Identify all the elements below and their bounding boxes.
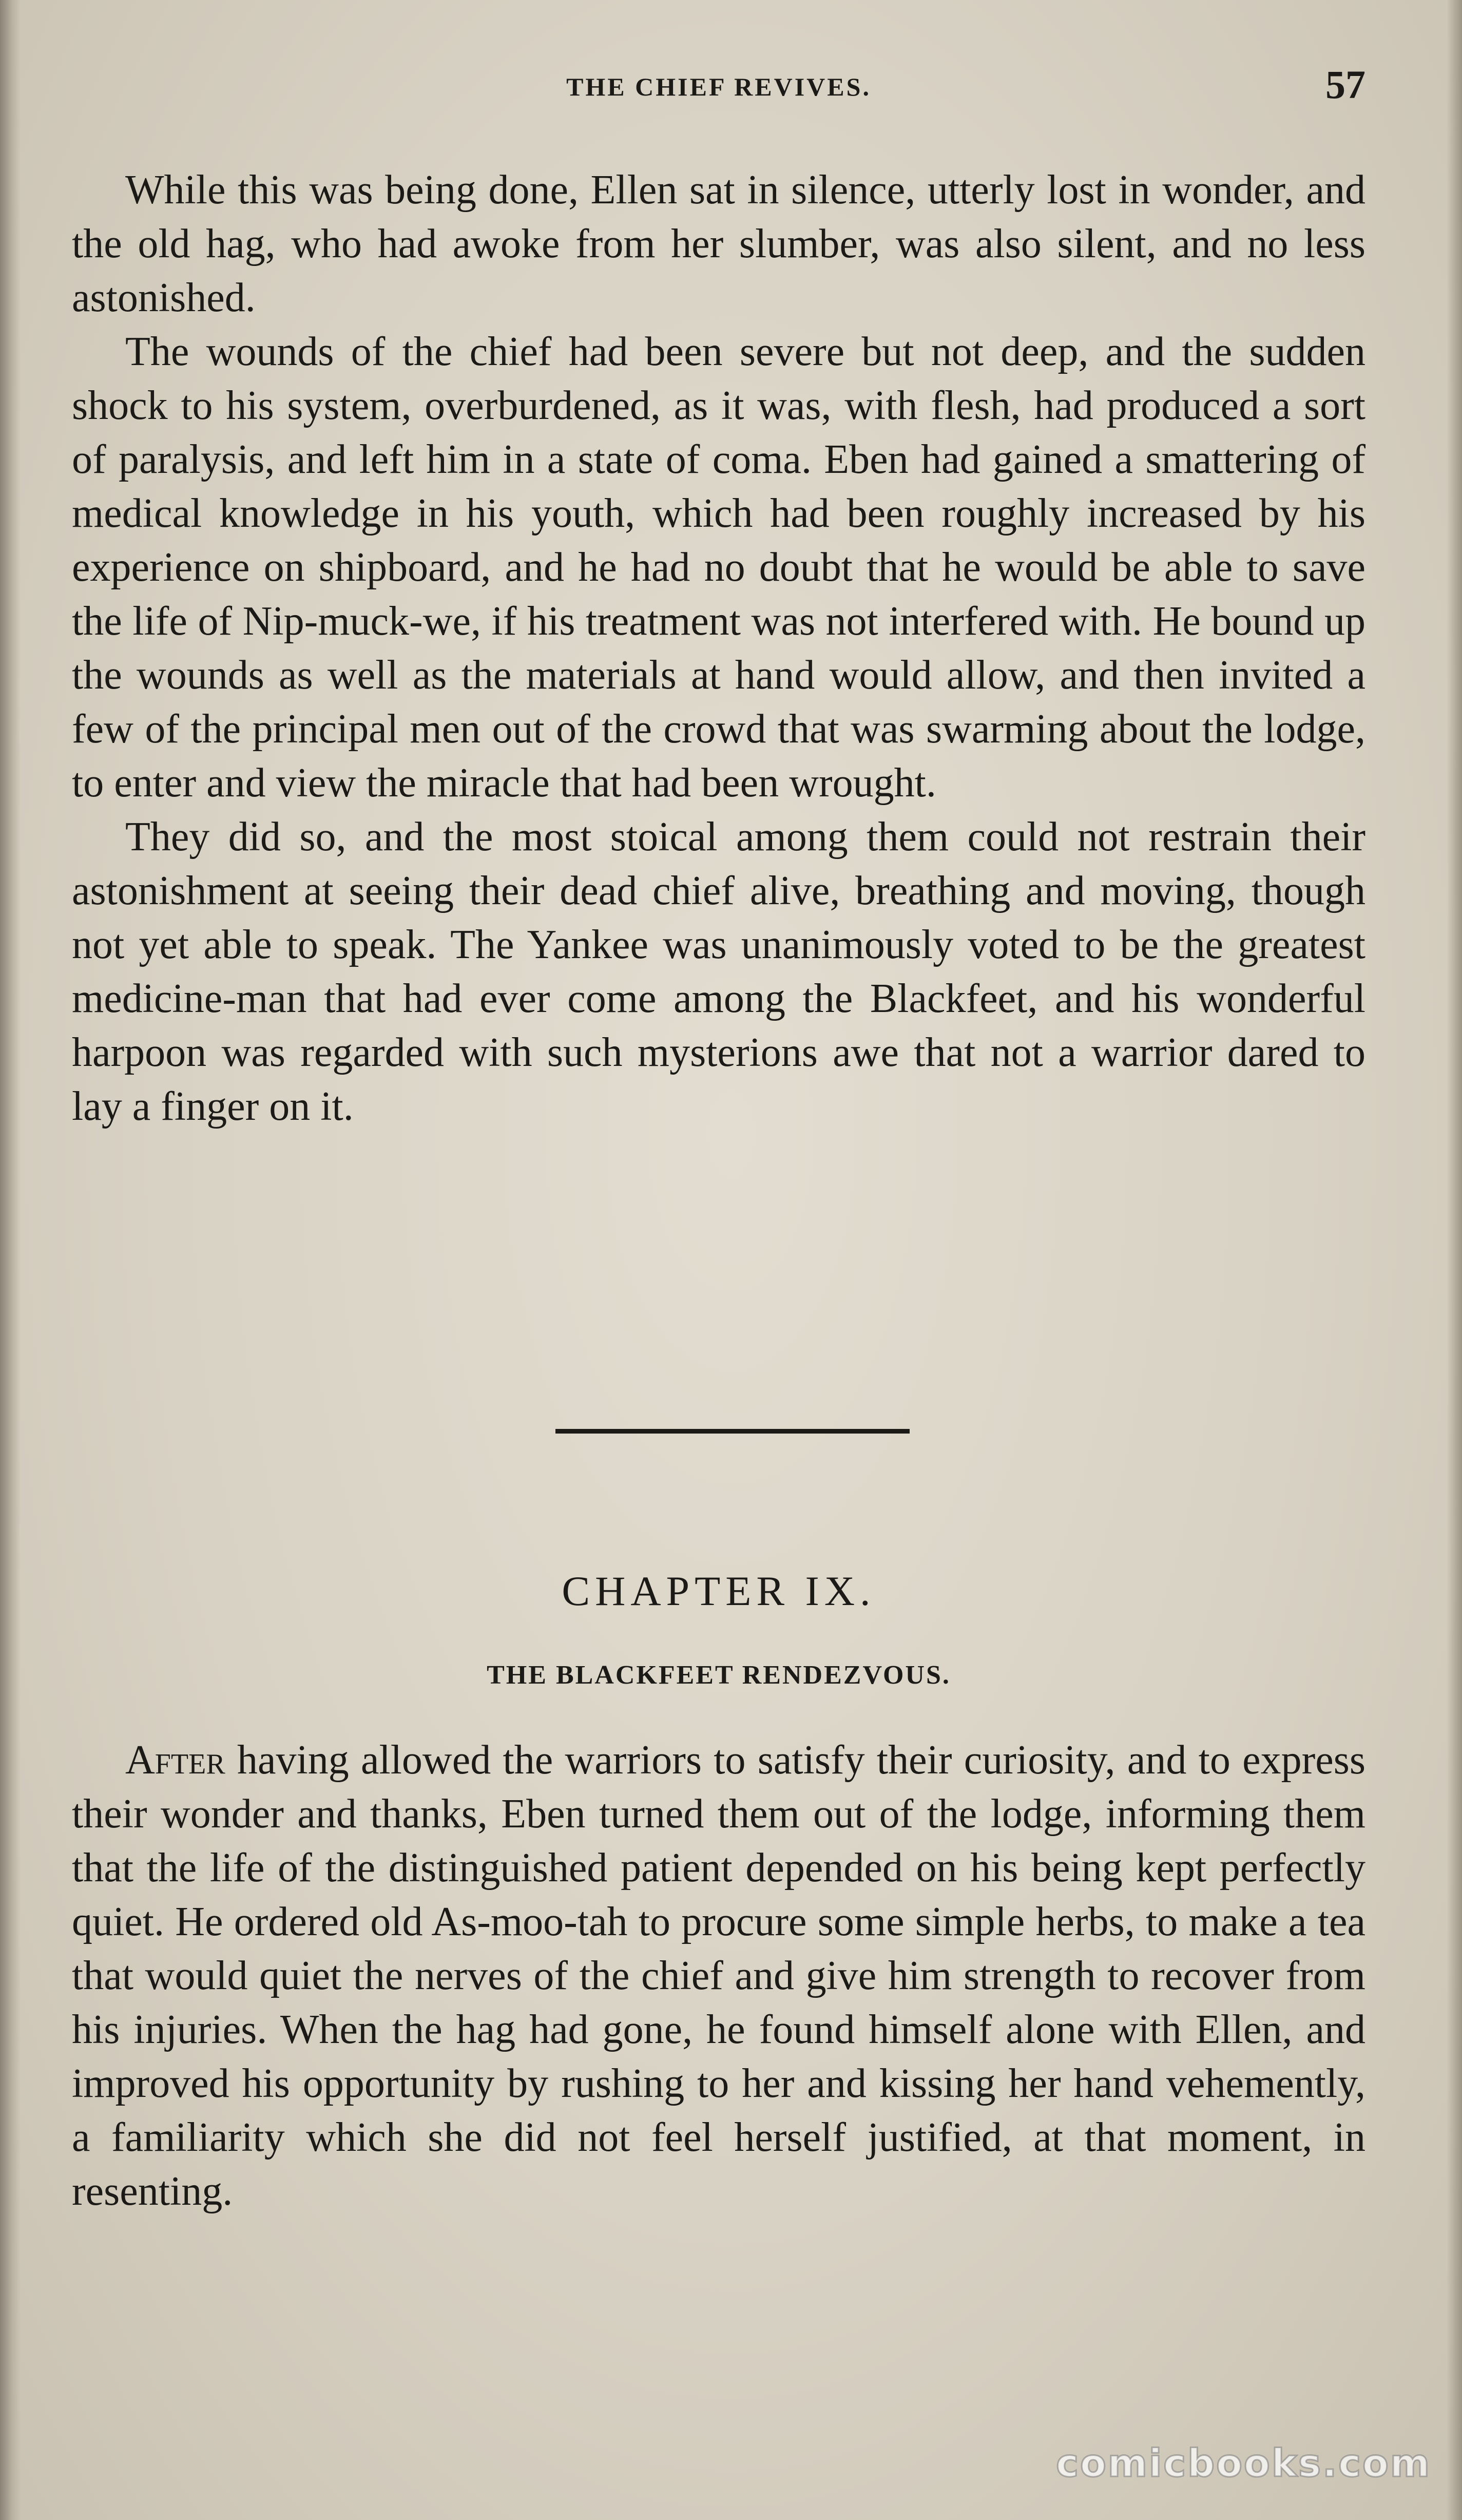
page-header: [72, 62, 1365, 118]
watermark-logo: comicbooks.com: [1056, 2441, 1431, 2486]
running-head: THE CHIEF REVIVES.: [566, 72, 871, 101]
page-right-edge-shadow: [1447, 0, 1462, 2520]
paragraph: [72, 1733, 1365, 2219]
chapter-divider-rule: [555, 1429, 910, 1434]
page-number: 57: [1325, 62, 1365, 107]
opening-word: After: [125, 1738, 225, 1783]
chapter-title: CHAPTER IX.: [562, 1568, 876, 1614]
opening-paragraph-text: having allowed the warriors to satisfy their curiosity, and to express their wonder and thanks, Eben turned them out of the lodge, informing them that the life of the distinguished patient depended on his being kept perfectly quiet. He ordered old As-moo-tah to procure some simple herbs, to make a tea that would quiet the nerves of the chief and give him strength to recover from his injuries. When the hag had gone, he found himself alone with Ellen, and improved his opportunity by rushing to her and kissing her hand vehemently, a familiarity which she did not feel herself justified, at that moment, in resenting.: [72, 1738, 1365, 2214]
chapter-text-before: [72, 163, 1365, 1134]
paragraph: The wounds of the chief had been severe but not deep, and the sudden shock to his system, overburdened, as it was, with flesh, had produced a sort of paralysis, and left him in a state of coma. Eben had gained a smattering of medical knowledge in his youth, which had been roughly increased by his experience on shipboard, and he had no doubt that he would be able to save the life of Nip-muck-we, if his treatment was not interfered with. He bound up the wounds as well as the materials at hand would allow, and then invited a few of the principal men out of the crowd that was swarming about the lodge, to enter and view the miracle that had been wrought.: [72, 329, 1365, 806]
page-left-edge-shadow: [0, 0, 21, 2520]
chapter-text-after: [72, 1733, 1365, 2219]
paragraph: While this was being done, Ellen sat in silence, utterly lost in wonder, and the old hag, who had awoke from her slumber, was also silent, and no less astonished.: [72, 167, 1365, 320]
paragraph: They did so, and the most stoical among them could not restrain their astonishment at seeing their dead chief alive, breathing and moving, though not yet able to speak. The Yankee was unanimously voted to be the greatest medicine-man that had ever come among the Blackfeet, and his wonderful harpoon was regarded with such mysterions awe that not a warrior dared to lay a finger on it.: [72, 814, 1365, 1129]
chapter-subtitle: THE BLACKFEET RENDEZVOUS.: [487, 1660, 951, 1690]
